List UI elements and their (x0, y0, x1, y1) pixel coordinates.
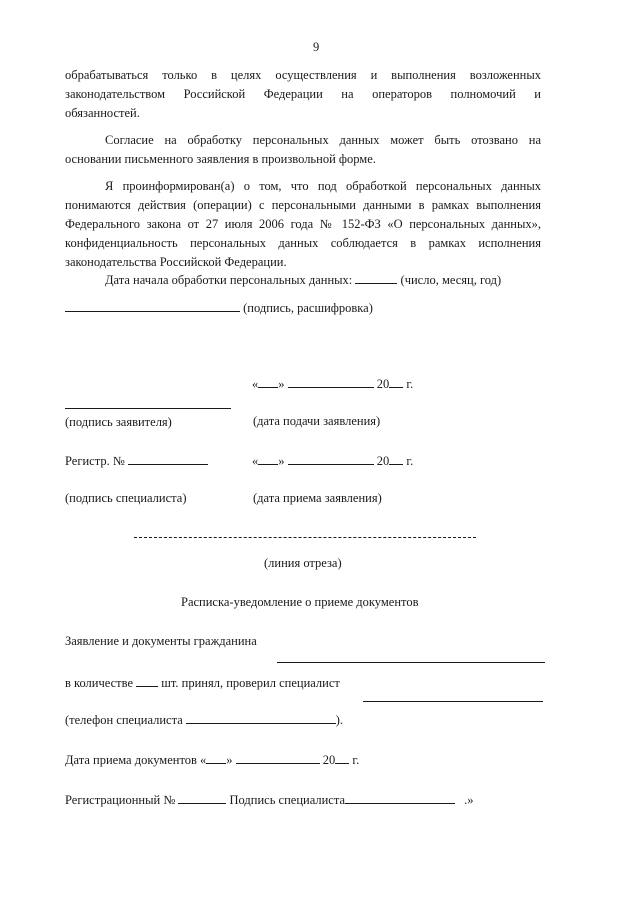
submission-date-close-quote: » (278, 377, 285, 391)
applicant-caption: (подпись заявителя) (65, 415, 172, 429)
registration-row (65, 453, 208, 469)
receipt-title: Расписка-уведомление о приеме документов (181, 595, 419, 609)
paragraph-3-line-5: законодательства Российской Федерации. (65, 255, 287, 269)
acceptance-month-blank[interactable] (288, 453, 374, 465)
cut-line (134, 537, 476, 538)
receipt-citizen-name-line[interactable] (277, 662, 545, 663)
receipt-quantity-blank[interactable] (136, 675, 158, 687)
receipt-phone-blank[interactable] (186, 712, 336, 724)
receipt-year-blank[interactable] (335, 752, 349, 764)
receipt-phone-prefix: (телефон специалиста (65, 713, 183, 727)
acceptance-day-blank[interactable] (258, 453, 278, 465)
signature-row (65, 300, 373, 316)
submission-year-suffix: г. (406, 377, 414, 391)
receipt-date-close-quote: » (226, 753, 233, 767)
receipt-phone-suffix: ). (335, 713, 344, 727)
paragraph-2-line-2: основании письменного заявления в произвольной форме. (65, 152, 376, 166)
cut-line-caption: (линия отреза) (264, 556, 342, 570)
receipt-specialist-name-line[interactable] (363, 701, 543, 702)
submission-year-prefix: 20 (376, 377, 390, 391)
receipt-quantity-prefix: в количестве (65, 676, 134, 690)
submission-year-blank[interactable] (389, 376, 403, 388)
paragraph-3-line-3: Федерального закона от 27 июля 2006 года № 152-ФЗ «О персональных данных», (65, 217, 541, 231)
acceptance-date-close-quote: » (278, 454, 285, 468)
acceptance-year-suffix: г. (406, 454, 414, 468)
receipt-reg-label: Регистрационный № (65, 793, 176, 807)
paragraph-2-line-1: Согласие на обработку персональных данных может быть отозвано на (105, 133, 541, 147)
receipt-phone-row (65, 712, 343, 728)
start-date-hint: (число, месяц, год) (400, 273, 502, 287)
specialist-caption: (подпись специалиста) (65, 491, 187, 505)
submission-day-blank[interactable] (258, 376, 278, 388)
paragraph-3-line-1: Я проинформирован(а) о том, что под обработкой персональных данных (105, 179, 541, 193)
receipt-day-blank[interactable] (206, 752, 226, 764)
receipt-year-prefix: 20 (322, 753, 336, 767)
receipt-month-blank[interactable] (236, 752, 320, 764)
paragraph-3-line-2: понимаются действия (операции) с персональными данными в рамках выполнения (65, 198, 541, 212)
page-number: 9 (313, 40, 320, 54)
start-date-label: Дата начала обработки персональных данных: (105, 273, 353, 287)
receipt-quantity-row (65, 675, 340, 691)
acceptance-date-caption: (дата приема заявления) (253, 491, 382, 505)
receipt-registration-row (65, 792, 474, 808)
paragraph-1-line-3: обязанностей. (65, 106, 140, 120)
submission-date-caption: (дата подачи заявления) (253, 414, 381, 428)
receipt-year-suffix: г. (352, 753, 360, 767)
signature-blank[interactable] (65, 300, 240, 312)
receipt-signature-blank[interactable] (345, 792, 455, 804)
signature-hint: (подпись, расшифровка) (243, 301, 373, 315)
start-date-blank[interactable] (355, 272, 397, 284)
acceptance-date-open-quote: « (252, 454, 259, 468)
submission-date-row (252, 376, 413, 392)
acceptance-year-blank[interactable] (389, 453, 403, 465)
registration-label: Регистр. № (65, 454, 125, 468)
paragraph-1-line-1: обрабатываться только в целях осуществления и выполнения возложенных (65, 68, 541, 82)
acceptance-date-row (252, 453, 413, 469)
receipt-reg-number-blank[interactable] (178, 792, 226, 804)
submission-date-open-quote: « (252, 377, 259, 391)
start-date-row (105, 272, 501, 288)
paragraph-3-line-4: конфиденциальность персональных данных соблюдается в рамках исполнения (65, 236, 541, 250)
submission-month-blank[interactable] (288, 376, 374, 388)
applicant-signature-line[interactable] (65, 408, 231, 409)
acceptance-year-prefix: 20 (376, 454, 390, 468)
receipt-docs-label: Заявление и документы гражданина (65, 634, 257, 648)
paragraph-1-line-2: законодательством Российской Федерации на операторов полномочий и (65, 87, 541, 101)
receipt-signature-label: Подпись специалиста (229, 793, 346, 807)
receipt-closing: .» (464, 793, 474, 807)
receipt-quantity-suffix: шт. принял, проверил специалист (161, 676, 340, 690)
receipt-date-label: Дата приема документов « (65, 753, 207, 767)
receipt-date-row (65, 752, 359, 768)
registration-number-blank[interactable] (128, 453, 208, 465)
